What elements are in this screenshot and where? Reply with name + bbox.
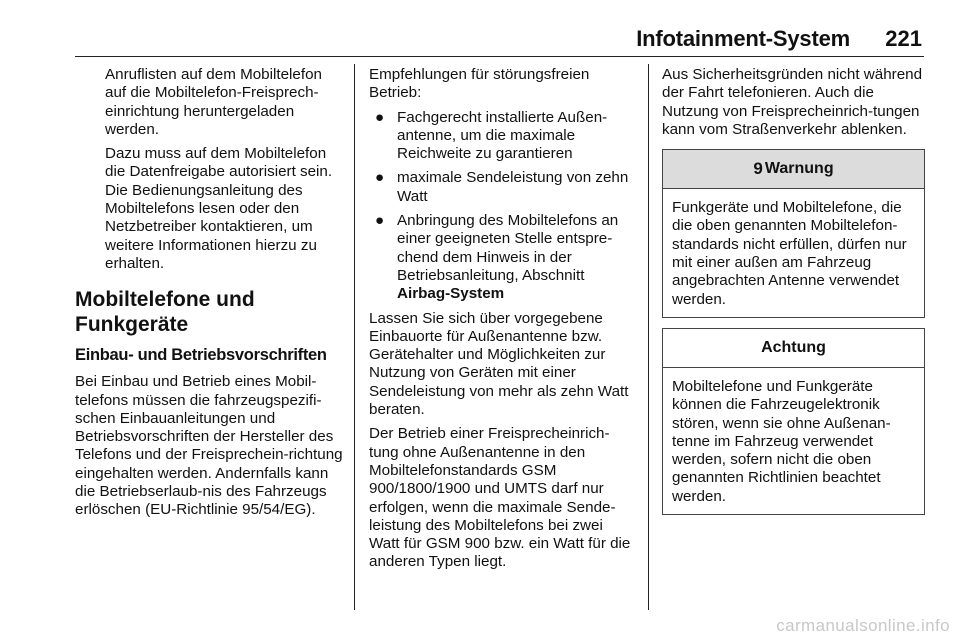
warning-box-header [663, 150, 924, 189]
caution-box-header [663, 329, 924, 368]
caution-text: Mobiltelefone und Funkgeräte können die Fahrzeugelektronik stören, wenn sie ohne Außenan-tenne im Fahrzeug verwendet werden, sofern nicht die oben genannten Richtlinien beachtet werden. [672, 377, 891, 505]
paragraph-call-lists: Anruflisten auf dem Mobiltelefon auf die Mobiltelefon-Freisprech-einrichtung heruntergeladen werden. [105, 66, 322, 138]
bullet-icon: ● [375, 169, 385, 187]
paragraph-safety: Aus Sicherheitsgründen nicht während der Fahrt telefonieren. Auch die Nutzung von Freisprecheinrich-tungen kann vom Straßenverkehr ablenken. [662, 66, 923, 138]
column-3 [662, 66, 925, 523]
bullet-icon: ● [375, 108, 385, 126]
list-item [369, 169, 637, 206]
section-heading: Mobiltelefone und Funkgeräte [75, 288, 255, 337]
list-item-bold-reference: Airbag-System [397, 285, 505, 303]
list-item-text: maximale Sendeleistung von zehn Watt [397, 169, 629, 205]
bullet-icon: ● [375, 212, 385, 230]
header-rule [75, 56, 924, 57]
page-number: 221 [885, 26, 922, 51]
column-1 [75, 66, 347, 526]
paragraph-handsfree-operation: Der Betrieb einer Freisprecheinrich-tung ohne Außenantenne in den Mobiltelefonstandards GSM 900/1800/1900 und UMTS darf nur erfolgen, wenn die maximale Sende-leistung des Mobiltelefons bei zwei Watt für GSM 900 bzw. ein Watt für die anderen Typen liegt. [369, 425, 631, 571]
list-item [369, 212, 637, 303]
paragraph-installation-advice: Lassen Sie sich über vorgegebene Einbauorte für Außenantenne bzw. Gerätehalter und Möglichkeiten zur Nutzung von Geräten mit einer Sendeleistung von mehr als zehn Watt beraten. [369, 309, 629, 419]
paragraph-installation: Bei Einbau und Betrieb eines Mobil-telefons müssen die fahrzeugspezifi-schen Einbauanleitungen und Betriebsvorschriften der Hersteller des Telefons und der Freisprechein-richtung eingehalten werden. Andernfalls kann die Betriebserlaub-nis des Fahrzeugs erlöschen (EU-Richtlinie 95/54/EG). [75, 373, 343, 519]
paragraph-recommendations-intro: Empfehlungen für störungsfreien Betrieb: [369, 66, 590, 102]
column-divider-1 [354, 64, 355, 610]
paragraph-data-sharing: Dazu muss auf dem Mobiltelefon die Datenfreigabe autorisiert sein. Die Bedienungsanleitung des Mobiltelefons lesen oder den Netzbetreiber kontaktieren, um weitere Informationen hierzu zu erhalten. [105, 145, 333, 272]
list-item-text: Anbringung des Mobiltelefons an einer geeigneten Stelle entspre-chend dem Hinweis in der Betriebsanleitung, Abschnitt [397, 212, 619, 284]
column-divider-2 [648, 64, 649, 610]
list-item-text: Fachgerecht installierte Außen-antenne, um die maximale Reichweite zu garantieren [397, 108, 608, 163]
caution-box [662, 328, 925, 515]
subsection-heading: Einbau- und Betriebsvorschriften [75, 346, 327, 365]
recommendations-list [369, 109, 637, 304]
caution-title: Achtung [761, 338, 826, 356]
warning-text: Funkgeräte und Mobiltelefone, die die oben genannten Mobiltelefon-standards nicht erfüllen, dürfen nur mit einer außen am Fahrzeug angebrachten Antenne verwendet werden. [672, 199, 907, 308]
watermark: carmanualsonline.info [776, 616, 950, 635]
page-header-title: Infotainment-System [636, 26, 850, 51]
warning-box [662, 149, 925, 318]
warning-icon: 9 [753, 159, 763, 179]
warning-title: Warnung [764, 160, 834, 178]
column-2 [369, 66, 637, 578]
list-item [369, 109, 637, 164]
